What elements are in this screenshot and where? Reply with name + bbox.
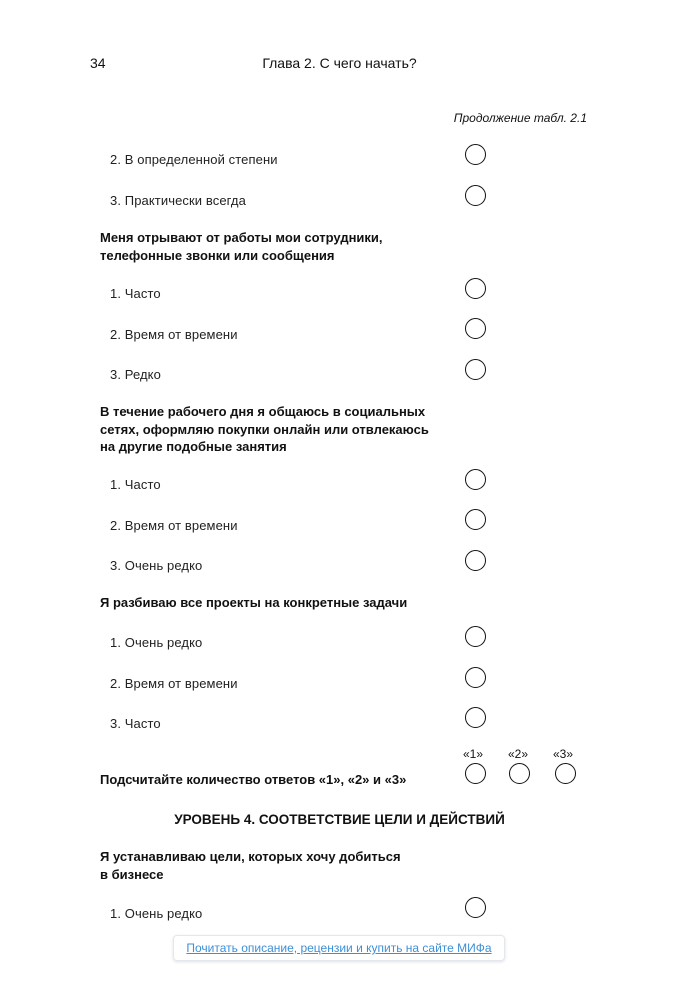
- answer-radio[interactable]: [465, 509, 486, 530]
- option-label: 3. Редко: [110, 367, 161, 382]
- option-label: 3. Часто: [110, 716, 161, 731]
- answer-radio[interactable]: [465, 550, 486, 571]
- option-label: 2. Время от времени: [110, 518, 238, 533]
- option-label: 2. Время от времени: [110, 676, 238, 691]
- tally-instruction: Подсчитайте количество ответов «1», «2» и «3»: [100, 772, 407, 787]
- table-continuation-note: Продолжение табл. 2.1: [453, 111, 587, 125]
- option-label: 2. В определенной степени: [110, 152, 278, 167]
- option-label: 2. Время от времени: [110, 327, 238, 342]
- option-label: 1. Очень редко: [110, 906, 203, 921]
- option-label: 1. Часто: [110, 477, 161, 492]
- tally-count-3[interactable]: [555, 763, 576, 784]
- tally-count-1[interactable]: [465, 763, 486, 784]
- question-interruptions: Меня отрывают от работы мои сотрудники, телефонные звонки или сообщения: [100, 230, 383, 263]
- tally-count-2[interactable]: [509, 763, 530, 784]
- question-tasks: Я разбиваю все проекты на конкретные задачи: [100, 595, 408, 610]
- answer-radio[interactable]: [465, 185, 486, 206]
- answer-radio[interactable]: [465, 707, 486, 728]
- answer-radio[interactable]: [465, 318, 486, 339]
- answer-radio[interactable]: [465, 359, 486, 380]
- question-goals: Я устанавливаю цели, которых хочу добиться в бизнесе: [100, 849, 401, 882]
- question-social-media: В течение рабочего дня я общаюсь в социальных сетях, оформляю покупки онлайн или отвлекаюсь на другие подобные занятия: [100, 404, 429, 454]
- buy-on-mif-link[interactable]: Почитать описание, рецензии и купить на сайте МИФа: [173, 935, 505, 961]
- level-heading: УРОВЕНЬ 4. СООТВЕТСТВИЕ ЦЕЛИ И ДЕЙСТВИЙ: [174, 812, 505, 827]
- tally-label-2: «2»: [508, 747, 529, 761]
- chapter-title: Глава 2. С чего начать?: [262, 55, 417, 71]
- option-label: 1. Часто: [110, 286, 161, 301]
- answer-radio[interactable]: [465, 667, 486, 688]
- answer-radio[interactable]: [465, 278, 486, 299]
- tally-label-1: «1»: [463, 747, 484, 761]
- answer-radio[interactable]: [465, 897, 486, 918]
- tally-label-3: «3»: [553, 747, 574, 761]
- option-label: 1. Очень редко: [110, 635, 203, 650]
- answer-radio[interactable]: [465, 469, 486, 490]
- option-label: 3. Практически всегда: [110, 193, 246, 208]
- page-number: 34: [90, 55, 106, 71]
- answer-radio[interactable]: [465, 626, 486, 647]
- option-label: 3. Очень редко: [110, 558, 203, 573]
- answer-radio[interactable]: [465, 144, 486, 165]
